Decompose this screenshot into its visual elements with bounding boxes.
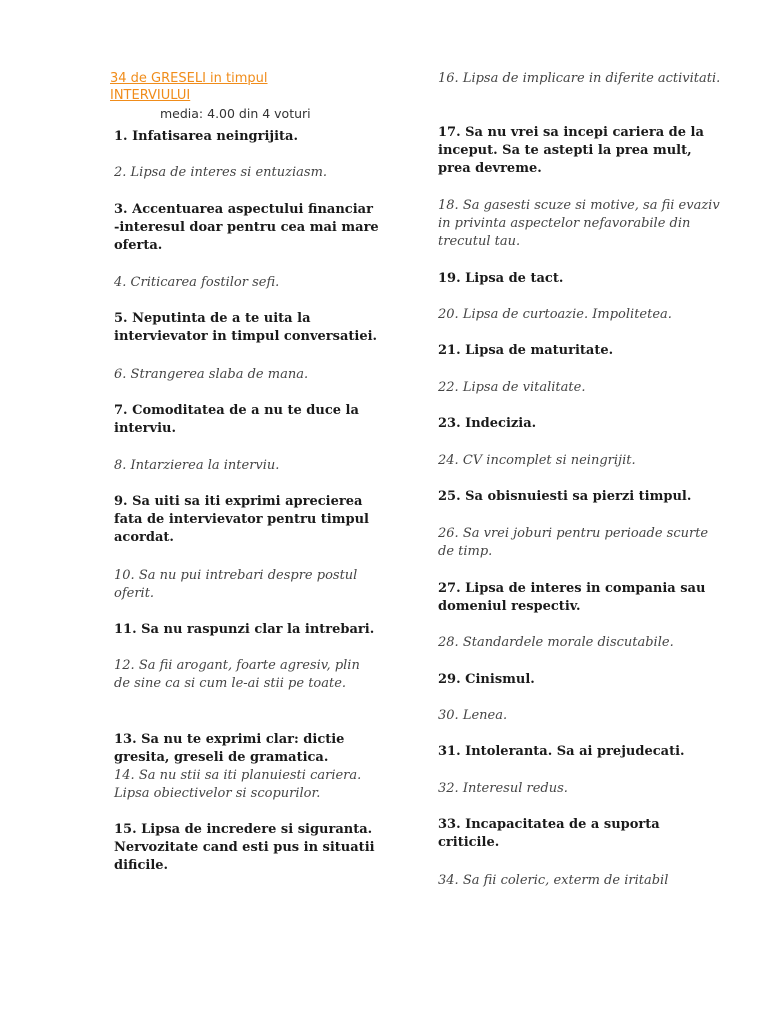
item-text: Intarzierea la interviu. — [126, 458, 280, 473]
article-title-link[interactable]: 34 de GRESELI in timpul INTERVIULUI — [110, 71, 268, 103]
item-text: Lipsa de interes si entuziasm. — [126, 165, 328, 180]
item-number: 34. — [438, 873, 459, 888]
list-item — [438, 197, 723, 251]
item-number: 18. — [438, 198, 459, 213]
item-number: 6. — [114, 367, 127, 382]
rating-text: media: 4.00 din 4 voturi — [160, 106, 311, 121]
item-number: 30. — [438, 708, 459, 723]
list-item — [438, 452, 723, 470]
item-text: Indecizia. — [460, 416, 537, 431]
item-number: 32. — [438, 781, 459, 796]
item-text: Lipsa de incredere si siguranta. Nervozitate cand esti pus in situatii dificile. — [114, 822, 375, 873]
list-item — [114, 821, 379, 875]
item-text: Sa gasesti scuze si motive, sa fii evaziv in privinta aspectelor nefavorabile din trecutul tau. — [438, 198, 720, 249]
item-number: 29. — [438, 672, 461, 687]
list-item — [438, 415, 723, 433]
item-text: Sa nu te exprimi clar: dictie gresita, greseli de gramatica. — [114, 732, 345, 765]
list-item — [114, 493, 379, 547]
list-item — [438, 634, 723, 652]
item-text: Sa fii coleric, exterm de iritabil — [458, 873, 669, 888]
item-text: Strangerea slaba de mana. — [126, 367, 309, 382]
item-text: Incapacitatea de a suporta criticile. — [438, 817, 660, 850]
item-number: 17. — [438, 125, 461, 140]
item-number: 7. — [114, 403, 128, 418]
list-item — [438, 124, 723, 178]
item-number: 23. — [438, 416, 461, 431]
item-number: 10. — [114, 568, 135, 583]
list-item — [438, 525, 723, 561]
item-number: 11. — [114, 622, 137, 637]
item-text: Sa nu raspunzi clar la intrebari. — [136, 622, 375, 637]
item-number: 28. — [438, 635, 459, 650]
list-item — [114, 731, 379, 767]
list-item — [114, 310, 379, 346]
item-number: 26. — [438, 526, 459, 541]
list-item — [114, 402, 379, 438]
list-item — [114, 164, 379, 182]
list-item — [438, 488, 723, 506]
item-text: Lipsa de interes in compania sau domeniul respectiv. — [438, 581, 706, 614]
list-item — [438, 707, 723, 725]
list-item — [114, 366, 379, 384]
item-number: 33. — [438, 817, 461, 832]
item-text: Lenea. — [458, 708, 508, 723]
item-number: 8. — [114, 458, 127, 473]
item-number: 20. — [438, 307, 459, 322]
item-text: Sa nu stii sa iti planuiesti cariera. Lipsa obiectivelor si scopurilor. — [114, 768, 362, 801]
list-item — [114, 274, 379, 292]
item-text: Comoditatea de a nu te duce la interviu. — [114, 403, 359, 436]
item-text: Cinismul. — [460, 672, 535, 687]
list-item — [438, 379, 723, 397]
item-number: 14. — [114, 768, 135, 783]
list-item — [438, 816, 723, 852]
list-item — [438, 342, 723, 360]
list-item — [438, 780, 723, 798]
list-item — [438, 872, 723, 890]
item-number: 5. — [114, 311, 128, 326]
list-item — [114, 621, 379, 639]
item-text: Sa fii arogant, foarte agresiv, plin de sine ca si cum le-ai stii pe toate. — [114, 658, 360, 691]
list-item — [438, 270, 723, 288]
item-text: CV incomplet si neingrijit. — [458, 453, 636, 468]
item-text: Neputinta de a te uita la intervievator in timpul conversatiei. — [114, 311, 378, 344]
item-number: 2. — [114, 165, 127, 180]
item-number: 27. — [438, 581, 461, 596]
item-number: 21. — [438, 343, 461, 358]
list-item — [114, 128, 379, 146]
item-text: Lipsa de curtoazie. Impolitetea. — [458, 307, 672, 322]
item-text: Accentuarea aspectului financiar -interesul doar pentru cea mai mare oferta. — [114, 202, 379, 253]
item-text: Infatisarea neingrijita. — [127, 129, 298, 144]
item-number: 31. — [438, 744, 461, 759]
item-number: 13. — [114, 732, 137, 747]
list-item — [114, 201, 379, 255]
item-number: 22. — [438, 380, 459, 395]
item-text: Sa nu vrei sa incepi cariera de la inceput. Sa te astepti la prea mult, prea devreme. — [438, 125, 704, 176]
list-item — [438, 306, 723, 324]
item-number: 1. — [114, 129, 128, 144]
item-text: Lipsa de implicare in diferite activitati. — [458, 71, 721, 86]
item-text: Standardele morale discutabile. — [458, 635, 674, 650]
item-text: Sa nu pui intrebari despre postul oferit. — [114, 568, 358, 601]
list-item — [114, 657, 379, 693]
item-text: Sa vrei joburi pentru perioade scurte de timp. — [438, 526, 709, 559]
item-number: 25. — [438, 489, 461, 504]
list-item — [114, 567, 379, 603]
item-text: Interesul redus. — [458, 781, 568, 796]
item-number: 9. — [114, 494, 128, 509]
item-text: Criticarea fostilor sefi. — [126, 275, 280, 290]
item-text: Sa uiti sa iti exprimi aprecierea fata de intervievator pentru timpul acordat. — [114, 494, 369, 545]
list-item — [438, 580, 723, 616]
item-number: 15. — [114, 822, 137, 837]
list-item — [114, 767, 379, 803]
item-number: 16. — [438, 71, 459, 86]
item-number: 4. — [114, 275, 127, 290]
list-item — [438, 743, 723, 761]
item-text: Intoleranta. Sa ai prejudecati. — [460, 744, 685, 759]
list-item — [438, 671, 723, 689]
list-item — [438, 70, 723, 88]
item-number: 24. — [438, 453, 459, 468]
item-text: Lipsa de vitalitate. — [458, 380, 586, 395]
list-item — [114, 457, 379, 475]
item-text: Sa obisnuiesti sa pierzi timpul. — [460, 489, 692, 504]
item-text: Lipsa de maturitate. — [460, 343, 614, 358]
item-number: 12. — [114, 658, 135, 673]
item-number: 19. — [438, 271, 461, 286]
item-text: Lipsa de tact. — [460, 271, 564, 286]
item-number: 3. — [114, 202, 128, 217]
